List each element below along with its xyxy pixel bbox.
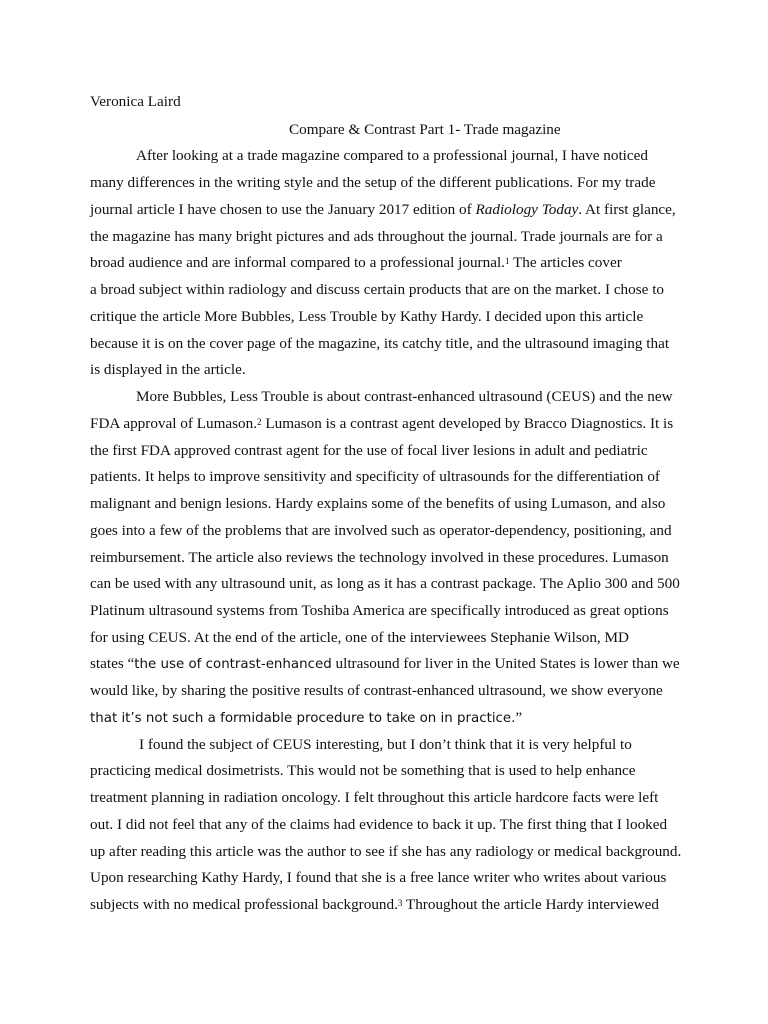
quote-run: that it’s not such a formidable procedure to take on in practice. — [90, 711, 516, 726]
body-line: practicing medical dosimetrists. This would not be something that is used to help enhance — [90, 762, 636, 779]
text-run: . At first glance, — [578, 201, 676, 218]
body-line — [90, 414, 673, 434]
body-line: many differences in the writing style and the setup of the different publications. For my trade — [90, 174, 656, 191]
body-line — [90, 200, 676, 220]
body-line: a broad subject within radiology and discuss certain products that are on the market. I chose to — [90, 281, 665, 298]
publication-name: Radiology Today — [475, 201, 579, 218]
author-name: Veronica Laird — [90, 93, 181, 110]
body-line: More Bubbles, Less Trouble is about contrast-enhanced ultrasound (CEUS) and the new — [136, 388, 673, 405]
body-line — [90, 895, 659, 915]
body-line: because it is on the cover page of the magazine, its catchy title, and the ultrasound imaging that — [90, 335, 670, 352]
body-line: for using CEUS. At the end of the article, one of the interviewees Stephanie Wilson, MD — [90, 629, 629, 646]
document-title: Compare & Contrast Part 1- Trade magazine — [289, 121, 561, 138]
body-line: I found the subject of CEUS interesting, but I don’t think that it is very helpful to — [139, 736, 632, 753]
body-line: patients. It helps to improve sensitivity and specificity of ultrasounds for the differentiation of — [90, 468, 660, 485]
body-line — [90, 708, 522, 728]
body-line: Platinum ultrasound systems from Toshiba America are specifically introduced as great options — [90, 602, 669, 619]
body-line: the first FDA approved contrast agent for the use of focal liver lesions in adult and pediatric — [90, 442, 648, 459]
body-line: Upon researching Kathy Hardy, I found that she is a free lance writer who writes about various — [90, 869, 667, 886]
text-run: subjects with no medical professional background. — [90, 896, 398, 913]
body-line: out. I did not feel that any of the claims had evidence to back it up. The first thing that I looked — [90, 816, 668, 833]
body-line: would like, by sharing the positive results of contrast-enhanced ultrasound, we show everyone — [90, 682, 663, 699]
text-run: states “ — [90, 655, 135, 672]
body-line: After looking at a trade magazine compared to a professional journal, I have noticed — [136, 147, 648, 164]
body-line: is displayed in the article. — [90, 361, 246, 378]
quote-run: the use of contrast-enhanced — [134, 657, 332, 672]
body-line: reimbursement. The article also reviews the technology involved in these procedures. Lumason — [90, 549, 669, 566]
footnote-ref: 2 — [257, 417, 262, 427]
body-line — [90, 253, 622, 273]
body-line: treatment planning in radiation oncology. I felt throughout this article hardcore facts were left — [90, 789, 659, 806]
body-line: the magazine has many bright pictures and ads throughout the journal. Trade journals are for a — [90, 228, 663, 245]
text-run: broad audience and are informal compared to a professional journal. — [90, 254, 505, 271]
text-run: FDA approval of Lumason. — [90, 415, 258, 432]
text-run: Lumason is a contrast agent developed by Bracco Diagnostics. It is — [261, 415, 674, 432]
text-run: journal article I have chosen to use the January 2017 edition of — [90, 201, 476, 218]
body-line: goes into a few of the problems that are involved such as operator-dependency, positioning, and — [90, 522, 672, 539]
body-line — [90, 654, 680, 674]
footnote-ref: 1 — [504, 256, 510, 266]
footnote-ref: 3 — [397, 898, 403, 908]
text-run: ultrasound for liver in the United States is lower than we — [331, 655, 680, 672]
body-line: malignant and benign lesions. Hardy explains some of the benefits of using Lumason, and also — [90, 495, 666, 512]
text-run: ” — [515, 709, 523, 726]
text-run: The articles cover — [509, 254, 622, 271]
body-line: can be used with any ultrasound unit, as long as it has a contrast package. The Aplio 300 and 500 — [90, 575, 680, 592]
body-line: up after reading this article was the author to see if she has any radiology or medical background. — [90, 843, 682, 860]
body-line: critique the article More Bubbles, Less Trouble by Kathy Hardy. I decided upon this article — [90, 308, 644, 325]
text-run: Throughout the article Hardy interviewed — [402, 896, 659, 913]
